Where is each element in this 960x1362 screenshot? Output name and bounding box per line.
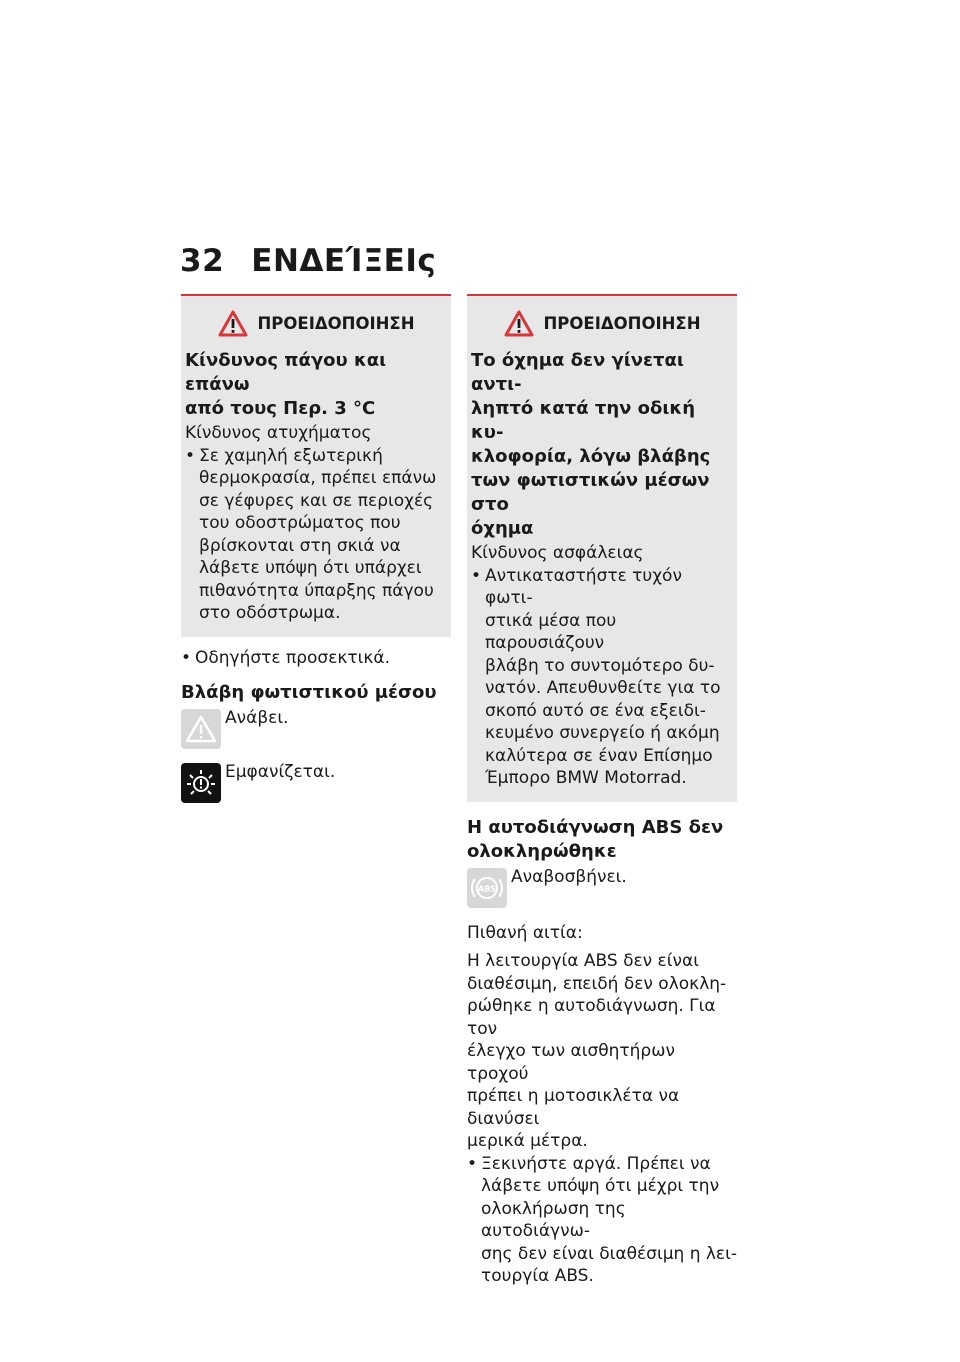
warning-title-line: των φωτιστικών μέσων στο (471, 470, 710, 515)
indicator-row (181, 709, 451, 749)
bullet-line: στικά μέσα που παρουσιάζουν (485, 610, 617, 653)
bullet-line: πιθανότητα ύπαρξης πάγου (199, 580, 434, 601)
warning-title-line: όχημα (471, 518, 534, 539)
cause-line: μερικά μέτρα. (467, 1131, 588, 1151)
warning-bullet: • Σε χαμηλή εξωτερική θερμοκρασία, πρέπει επάνω σε γέφυρες και σε περιοχές του οδοστρώματος που βρίσκονται στη σκιά να λάβετε υπόψη ότι υπάρχει πιθανότητα ύπαρξης πάγου στο οδόστρωμα. (185, 445, 437, 623)
warning-heading (471, 310, 733, 337)
indicator-text: Ανάβει. (225, 708, 289, 728)
warning-triangle-icon (181, 709, 221, 749)
cause-line: Η λειτουργία ABS δεν είναι (467, 951, 699, 971)
warning-heading (185, 310, 447, 337)
indicator-row (467, 868, 737, 908)
cause-label: Πιθανή αιτία: (467, 922, 583, 943)
section-title-abs (467, 816, 737, 864)
indicator-row (181, 763, 451, 803)
bullet-line: τουργία ABS. (481, 1266, 594, 1286)
indicator-text: Αναβοσβήνει. (511, 866, 627, 887)
bullet-line: θερμοκρασία, πρέπει επάνω (199, 468, 437, 488)
bullet-line: σης δεν είναι διαθέσιμη η λει- (481, 1243, 738, 1264)
warning-risk: Κίνδυνος ατυχήματος (185, 423, 372, 443)
drive-bullet: • Οδηγήστε προσεκτικά. (181, 647, 391, 668)
bullet-line: ολοκλήρωση της αυτοδιάγνω- (481, 1198, 626, 1241)
right-column (467, 294, 737, 1288)
bullet-line: Έμπορο BMW Motorrad. (485, 768, 687, 788)
left-column (181, 294, 451, 803)
bullet-line: στο οδόστρωμα. (199, 603, 341, 623)
section-title-light-fault: Βλάβη φωτιστικού μέσου (181, 682, 437, 703)
page-number: 32 (180, 243, 225, 279)
cause-text (467, 950, 737, 1153)
warning-title-line: κλοφορία, λόγω βλάβης (471, 446, 711, 467)
bullet-line: καλύτερα σε έναν Επίσημο (485, 745, 713, 766)
indicator-text: Εμφανίζεται. (225, 762, 336, 782)
bullet-line: βρίσκονται στη σκιά να (199, 535, 401, 556)
bullet-line: Αντικαταστήστε τυχόν φωτι- (485, 565, 682, 608)
page-header (180, 243, 436, 279)
bullet-line: λάβετε υπόψη ότι μέχρι την (481, 1176, 720, 1196)
drive-bullet-text: Οδηγήστε προσεκτικά. (195, 647, 391, 668)
warning-title-line: από τους Περ. 3 °C (185, 398, 376, 419)
bullet-line: νατόν. Απευθυνθείτε για το (485, 678, 721, 698)
section-title-line: ολοκληρώθηκε (467, 840, 617, 862)
bullet-line: Ξεκινήστε αργά. Πρέπει να (481, 1153, 711, 1174)
abs-icon-text: ABS (477, 884, 497, 893)
cause-line: διαθέσιμη, επειδή δεν ολοκλη- (467, 973, 727, 994)
warning-title-line: ληπτό κατά την οδική κυ- (471, 398, 696, 443)
warning-title (471, 349, 733, 541)
start-slowly-bullet: • Ξεκινήστε αργά. Πρέπει να λάβετε υπόψη ότι μέχρι την ολοκλήρωση της αυτοδιάγνω- σης δεν είναι διαθέσιμη η λει- τουργία ABS. (467, 1153, 738, 1286)
warning-box-lights (467, 294, 737, 802)
bullet-line: σε γέφυρες και σε περιοχές (199, 490, 434, 511)
warning-risk: Κίνδυνος ασφάλειας (471, 543, 644, 563)
section-title-line: Η αυτοδιάγνωση ABS δεν (467, 816, 724, 838)
chapter-title: ΕΝΔΕΊΞΕΙς (251, 243, 437, 279)
warning-triangle-icon (504, 310, 534, 337)
bullet-line: Σε χαμηλή εξωτερική (199, 445, 383, 466)
abs-icon (467, 868, 507, 908)
warning-title-line: Το όχημα δεν γίνεται αντι- (471, 350, 684, 395)
warning-label: ΠΡΟΕΙΔΟΠΟΙΗΣΗ (257, 314, 415, 333)
bullet-line: κευμένο συνεργείο ή ακόμη (485, 723, 720, 743)
warning-label: ΠΡΟΕΙΔΟΠΟΙΗΣΗ (543, 314, 701, 333)
warning-triangle-icon (218, 310, 248, 337)
cause-line: πρέπει η μοτοσικλέτα να διανύσει (467, 1086, 680, 1129)
warning-box-ice (181, 294, 451, 637)
bulb-fault-icon (181, 763, 221, 803)
bullet-line: λάβετε υπόψη ότι υπάρχει (199, 558, 422, 578)
bullet-line: βλάβη το συντομότερο δυ- (485, 655, 715, 676)
cause-line: έλεγχο των αισθητήρων τροχού (467, 1041, 675, 1084)
bullet-line: του οδοστρώματος που (199, 513, 401, 533)
bullet-line: σκοπό αυτό σε ένα εξειδι- (485, 700, 706, 721)
warning-bullet: • Αντικαταστήστε τυχόν φωτι- στικά μέσα που παρουσιάζουν βλάβη το συντομότερο δυ- νατόν. Απευθυνθείτε για το σκοπό αυτό σε ένα εξειδι- κευμένο συνεργείο ή ακόμη καλύτερα σε έναν Επίσημο Έμπορο BMW Motorrad. (471, 565, 733, 790)
warning-title (185, 349, 447, 421)
warning-title-line: Κίνδυνος πάγου και επάνω (185, 350, 387, 395)
cause-line: ρώθηκε η αυτοδιάγνωση. Για τον (467, 996, 716, 1039)
